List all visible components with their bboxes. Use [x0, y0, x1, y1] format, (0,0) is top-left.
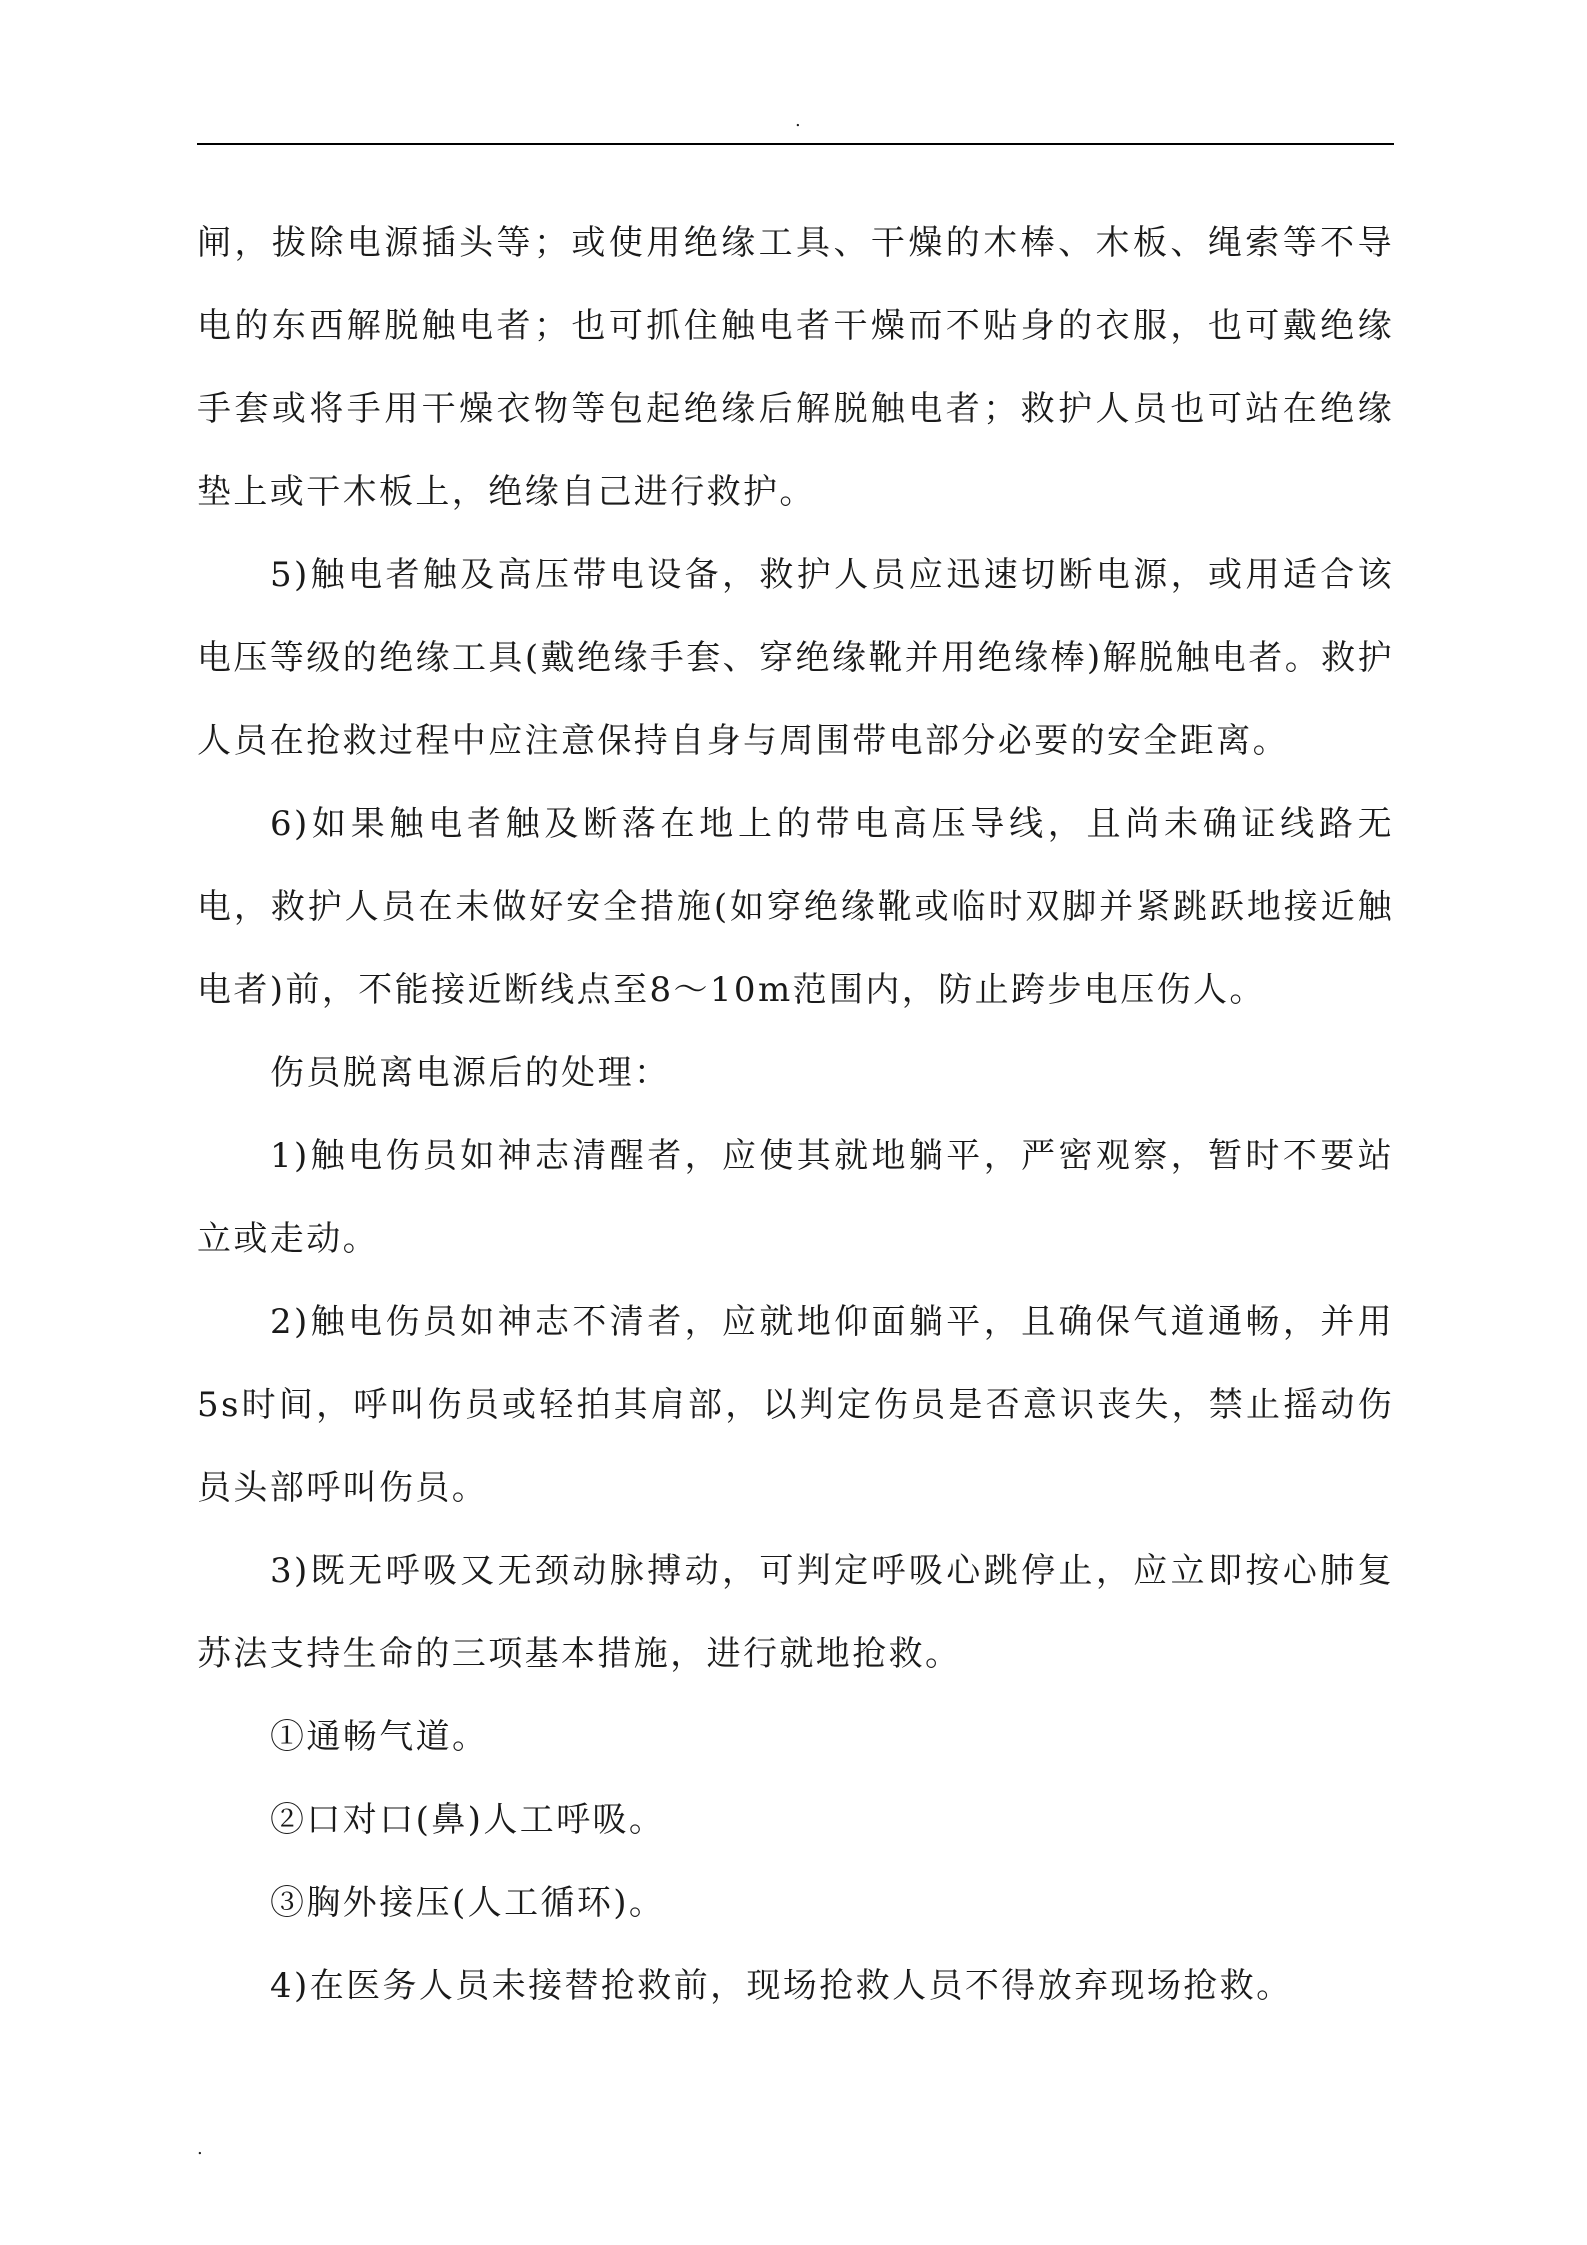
- section-heading: 伤员脱离电源后的处理：: [270, 1053, 671, 1093]
- footer-dot: .: [197, 2138, 203, 2159]
- paragraph-continuation: 闸，拔除电源插头等；或使用绝缘工具、干燥的木棒、木板、绳索等不导电的东西解脱触电者；也可抓住触电者干燥而不贴身的衣服，也可戴绝缘手套或将手用干燥衣物等包起绝缘后解脱触电者；救护人员也可站在绝缘垫上或干木板上，绝缘自己进行救护。: [197, 223, 1394, 512]
- paragraph-step-3: 3)既无呼吸又无颈动脉搏动，可判定呼吸心跳停止，应立即按心肺复苏法支持生命的三项基本措施，进行就地抢救。: [197, 1551, 1394, 1674]
- paragraph-step-4: 4)在医务人员未接替抢救前，现场抢救人员不得放弃现场抢救。: [270, 1966, 1293, 2006]
- paragraph-item-6: 6)如果触电者触及断落在地上的带电高压导线，且尚未确证线路无电，救护人员在未做好安全措施(如穿绝缘靴或临时双脚并紧跳跃地接近触电者)前，不能接近断线点至8～10m范围内，防止跨步电压伤人。: [197, 804, 1394, 1010]
- paragraph-step-1: 1)触电伤员如神志清醒者，应使其就地躺平，严密观察，暂时不要站立或走动。: [197, 1136, 1394, 1259]
- paragraph-step-2: 2)触电伤员如神志不清者，应就地仰面躺平，且确保气道通畅，并用5s时间，呼叫伤员或轻拍其肩部，以判定伤员是否意识丧失，禁止摇动伤员头部呼叫伤员。: [197, 1302, 1394, 1508]
- document-body: [197, 202, 1394, 2028]
- header-dot: .: [795, 110, 801, 131]
- header-rule: [197, 143, 1394, 145]
- paragraph-item-5: 5)触电者触及高压带电设备，救护人员应迅速切断电源，或用适合该电压等级的绝缘工具(戴绝缘手套、穿绝缘靴并用绝缘棒)解脱触电者。救护人员在抢救过程中应注意保持自身与周围带电部分必要的安全距离。: [197, 555, 1394, 761]
- sub-item-3: ③胸外接压(人工循环)。: [270, 1883, 666, 1923]
- sub-item-2: ②口对口(鼻)人工呼吸。: [270, 1800, 666, 1840]
- sub-item-1: ①通畅气道。: [270, 1717, 489, 1757]
